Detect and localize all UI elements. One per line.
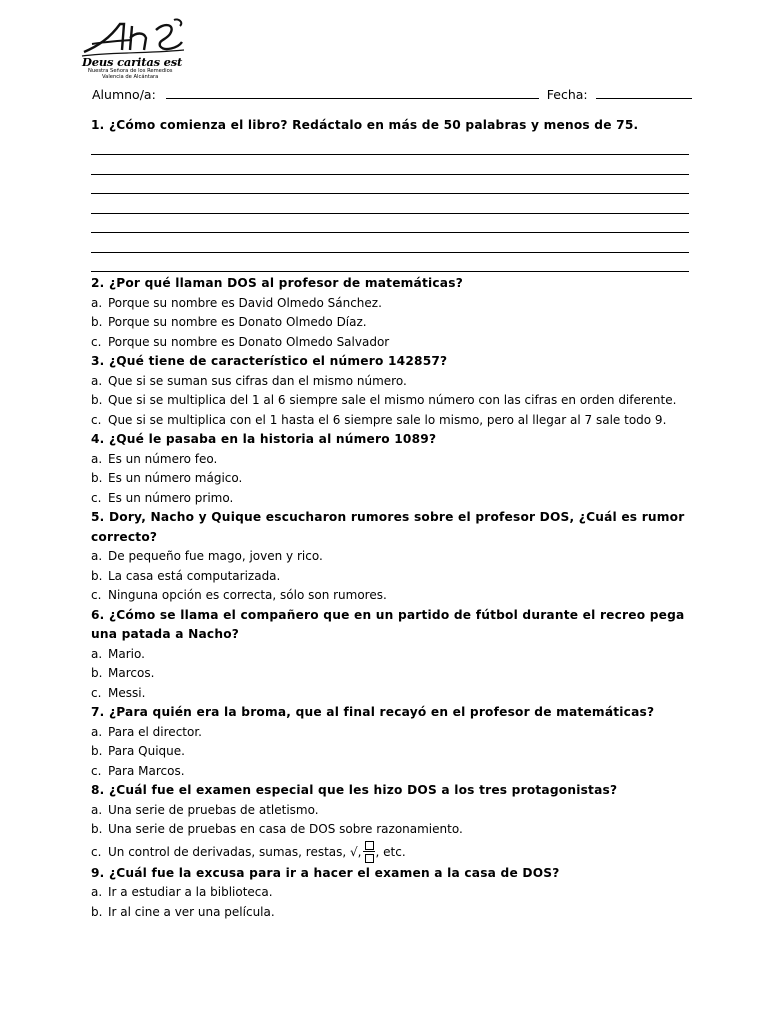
answer-option[interactable] <box>91 586 691 606</box>
option-letter: b. <box>91 568 103 583</box>
option-letter: a. <box>91 885 103 899</box>
answer-option[interactable] <box>91 645 691 665</box>
answer-option[interactable] <box>91 820 691 840</box>
answer-option[interactable] <box>91 840 691 864</box>
school-logo <box>80 16 200 78</box>
answer-option[interactable] <box>91 547 691 567</box>
answer-line[interactable] <box>91 175 689 195</box>
question-3: 3. ¿Qué tiene de característico el número 142857? <box>91 354 448 368</box>
answer-option[interactable] <box>91 723 691 743</box>
option-letter: b. <box>91 315 103 329</box>
answer-option[interactable] <box>91 567 691 587</box>
logo-mark <box>80 16 200 58</box>
answer-option[interactable] <box>91 801 691 821</box>
option-text: Es un número primo. <box>108 490 234 505</box>
option-text: Que si se suman sus cifras dan el mismo número. <box>108 373 407 388</box>
answer-option[interactable] <box>91 903 691 923</box>
answer-option[interactable] <box>91 294 691 314</box>
answer-option[interactable] <box>91 742 691 762</box>
option-text: Que si se multiplica del 1 al 6 siempre sale el mismo número con las cifras en orden diferente. <box>108 393 677 407</box>
answer-option[interactable] <box>91 391 691 411</box>
logo-title: Deus caritas est <box>82 55 183 69</box>
answer-line[interactable] <box>91 214 689 234</box>
option-letter: b. <box>91 822 103 836</box>
answer-option[interactable] <box>91 372 691 392</box>
option-text: Ir al cine a ver una película. <box>108 904 275 919</box>
question-6: 6. ¿Cómo se llama el compañero que en un partido de fútbol durante el recreo pega una patada a Nacho? <box>91 607 685 641</box>
option-letter: b. <box>91 904 103 919</box>
answer-line[interactable] <box>91 253 689 273</box>
option-letter: a. <box>91 373 103 388</box>
option-text: La casa está computarizada. <box>108 568 281 583</box>
option-letter: a. <box>91 295 103 310</box>
date-field[interactable] <box>596 87 692 99</box>
answer-option[interactable] <box>91 333 691 353</box>
option-letter: c. <box>91 490 102 505</box>
answer-option[interactable] <box>91 469 691 489</box>
option-text: Porque su nombre es David Olmedo Sánchez. <box>108 295 382 310</box>
option-text: Marcos. <box>108 666 155 680</box>
question-9: 9. ¿Cuál fue la excusa para ir a hacer el examen a la casa de DOS? <box>91 865 560 880</box>
answer-line[interactable] <box>91 136 689 156</box>
question-4: 4. ¿Qué le pasaba en la historia al número 1089? <box>91 432 437 446</box>
date-label: Fecha: <box>546 87 588 102</box>
option-text: Es un número feo. <box>108 451 218 466</box>
option-text: Una serie de pruebas en casa de DOS sobre razonamiento. <box>108 822 463 836</box>
fraction-icon <box>363 840 375 864</box>
logo-subtitle: Nuestra Señora de los Remedios <box>88 68 173 74</box>
option-text: Porque su nombre es Donato Olmedo Díaz. <box>108 315 367 329</box>
option-letter: b. <box>91 393 103 407</box>
option-text: Messi. <box>108 685 146 700</box>
option-text-suffix: , etc. <box>375 844 406 859</box>
option-letter: c. <box>91 334 102 349</box>
answer-option[interactable] <box>91 450 691 470</box>
answer-option[interactable] <box>91 684 691 704</box>
answer-line[interactable] <box>91 194 689 214</box>
student-name-field[interactable] <box>166 87 539 99</box>
answer-option[interactable] <box>91 489 691 509</box>
option-letter: c. <box>91 763 102 778</box>
answer-line[interactable] <box>91 233 689 253</box>
option-letter: b. <box>91 744 103 758</box>
option-letter: c. <box>91 685 102 700</box>
question-1: 1. ¿Cómo comienza el libro? Redáctalo en más de 50 palabras y menos de 75. <box>91 118 639 132</box>
question-7: 7. ¿Para quién era la broma, que al final recayó en el profesor de matemáticas? <box>91 705 655 719</box>
question-5: 5. Dory, Nacho y Quique escucharon rumores sobre el profesor DOS, ¿Cuál es rumor correcto? <box>91 510 685 544</box>
option-letter: a. <box>91 802 103 817</box>
option-letter: b. <box>91 666 103 680</box>
option-letter: c. <box>91 588 102 602</box>
answer-line[interactable] <box>91 155 689 175</box>
option-text: Un control de derivadas, sumas, restas, √, <box>108 844 362 859</box>
option-letter: a. <box>91 724 103 739</box>
answer-option[interactable] <box>91 664 691 684</box>
questions-list <box>91 116 691 922</box>
option-letter: c. <box>91 844 102 859</box>
option-text: Una serie de pruebas de atletismo. <box>108 802 319 817</box>
option-letter: a. <box>91 646 103 661</box>
option-text: Que si se multiplica con el 1 hasta el 6 siempre sale lo mismo, pero al llegar al 7 sale todo 9. <box>108 412 667 427</box>
student-header <box>92 87 692 102</box>
option-letter: c. <box>91 412 102 427</box>
answer-option[interactable] <box>91 313 691 333</box>
option-text: Para Quique. <box>108 744 185 758</box>
option-text: Ninguna opción es correcta, sólo son rumores. <box>108 588 387 602</box>
student-name-label: Alumno/a: <box>92 87 156 102</box>
option-letter: a. <box>91 549 103 563</box>
option-letter: b. <box>91 471 103 485</box>
option-text: Porque su nombre es Donato Olmedo Salvador <box>108 334 390 349</box>
answer-option[interactable] <box>91 883 691 903</box>
question-2: 2. ¿Por qué llaman DOS al profesor de matemáticas? <box>91 276 463 290</box>
option-letter: a. <box>91 451 103 466</box>
logo-location: Valencia de Alcántara <box>102 74 159 80</box>
option-text: Mario. <box>108 646 145 661</box>
option-text: De pequeño fue mago, joven y rico. <box>108 549 323 563</box>
option-text: Ir a estudiar a la biblioteca. <box>108 885 273 899</box>
option-text: Es un número mágico. <box>108 471 243 485</box>
answer-option[interactable] <box>91 762 691 782</box>
question-8: 8. ¿Cuál fue el examen especial que les hizo DOS a los tres protagonistas? <box>91 783 618 797</box>
option-text: Para Marcos. <box>108 763 185 778</box>
answer-option[interactable] <box>91 411 691 431</box>
option-text: Para el director. <box>108 724 202 739</box>
